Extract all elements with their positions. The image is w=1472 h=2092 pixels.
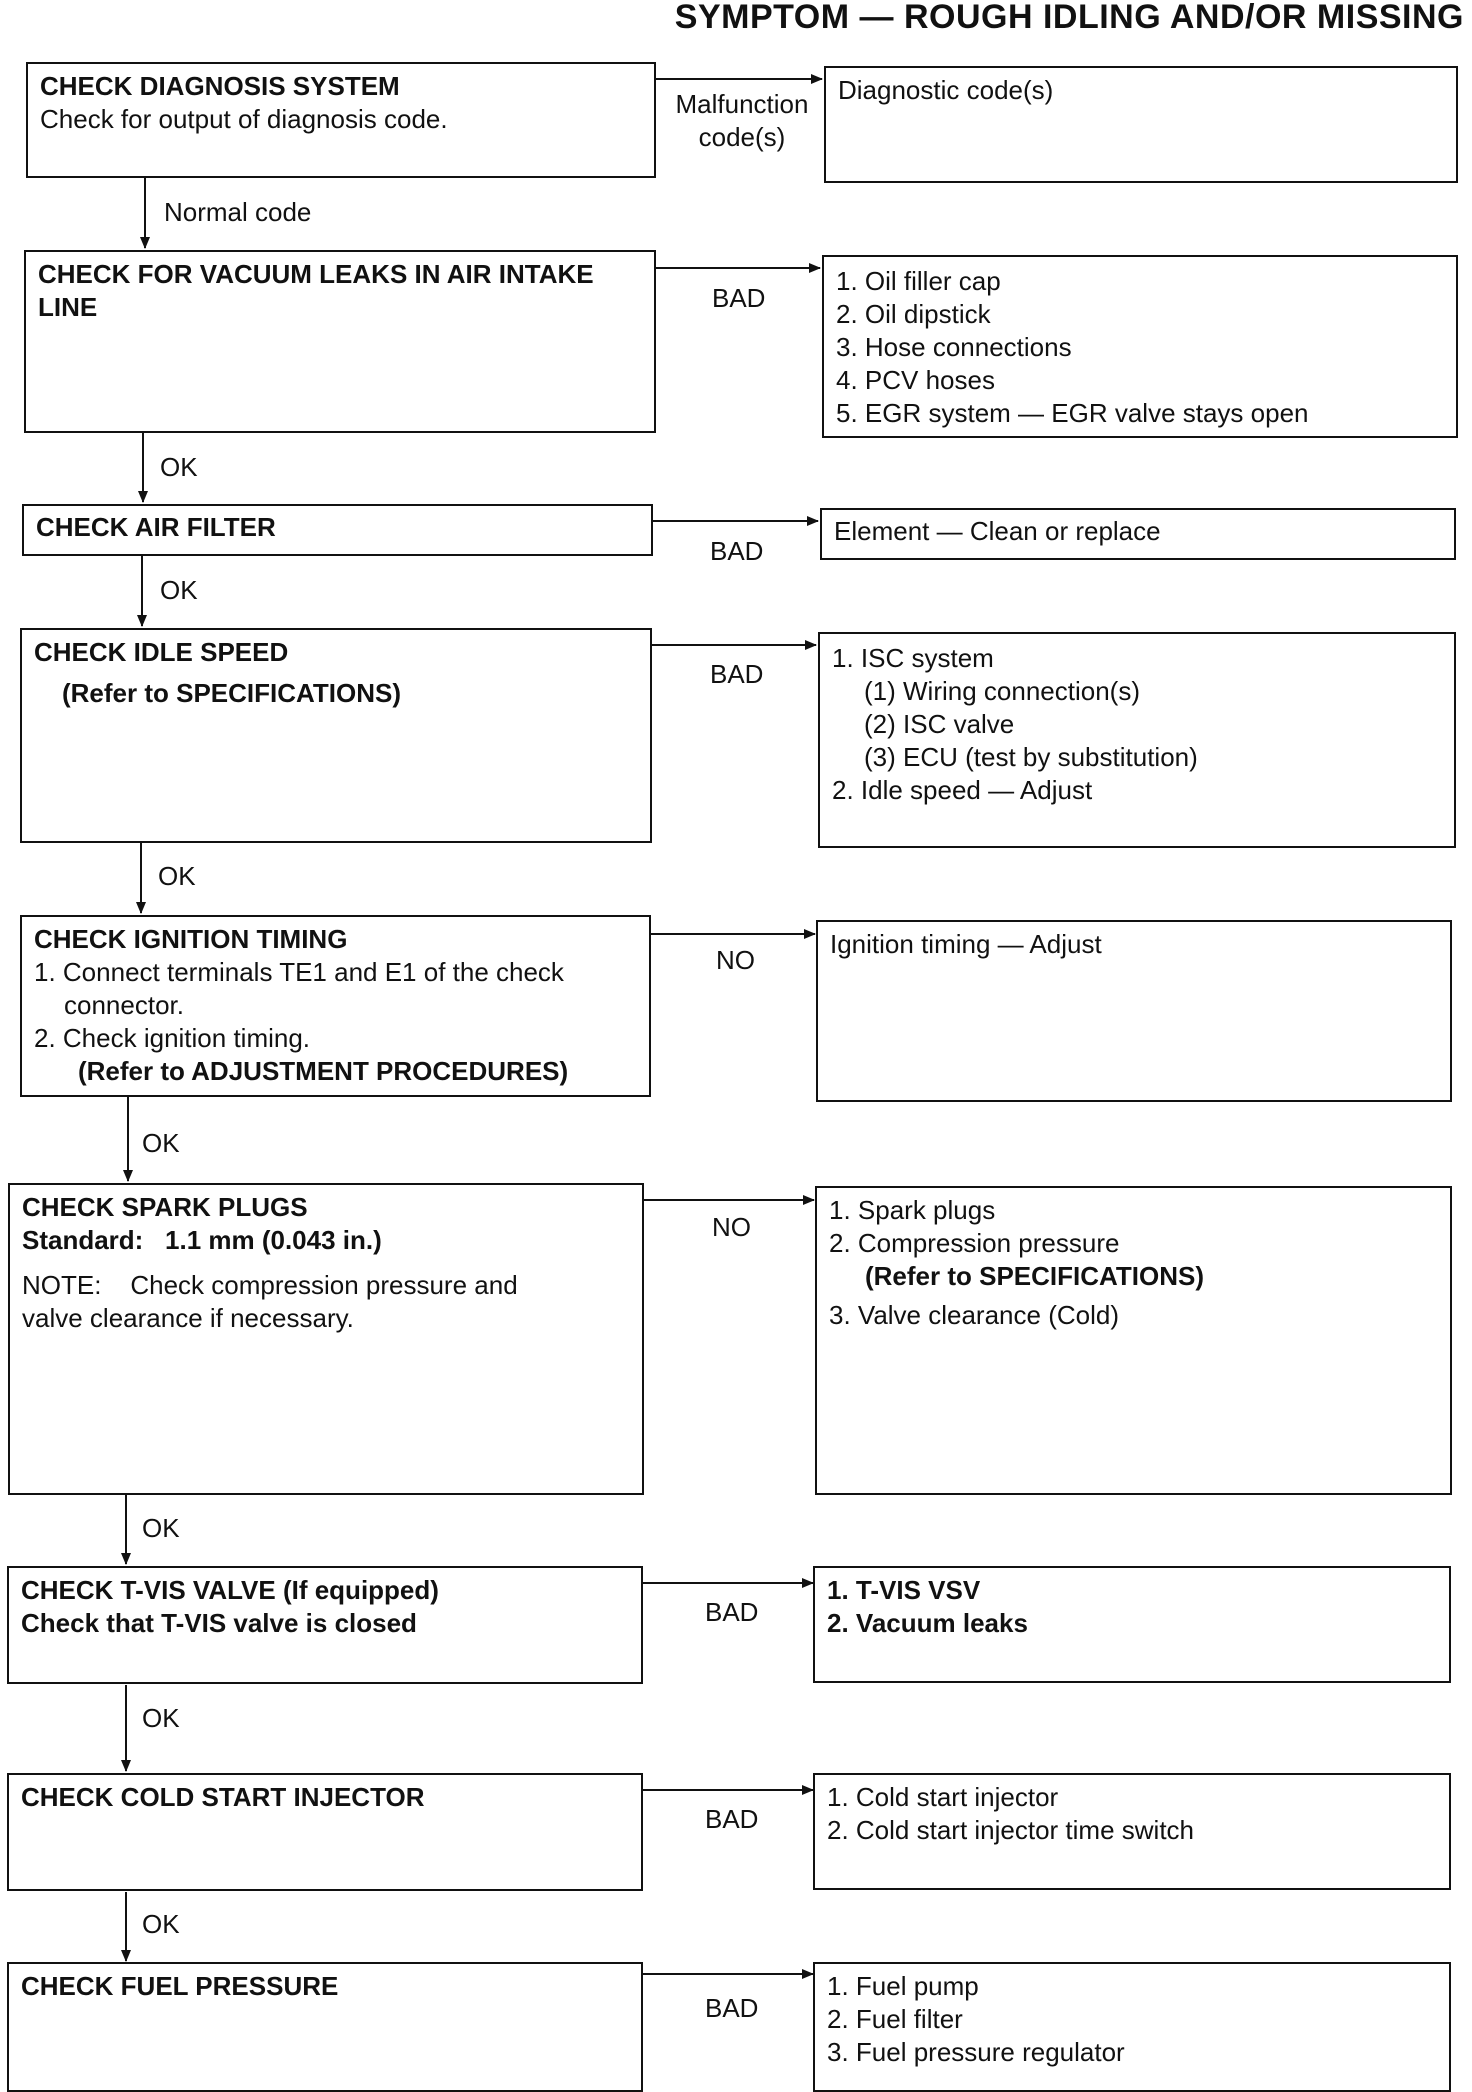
vacuum-bad-label: BAD <box>712 283 766 313</box>
idle-speed-bad-label: BAD <box>710 659 764 689</box>
check-ignition-timing-box: CHECK IGNITION TIMING 1. Connect terminals TE1 and E1 of the check connector. 2. Check ignition timing. (Refer to ADJUSTMENT PROCEDURES) <box>20 915 651 1097</box>
air-filter-ok-label: OK <box>160 575 198 605</box>
spark-plugs-causes-box: 1. Spark plugs 2. Compression pressure (Refer to SPECIFICATIONS) 3. Valve clearance (Cold) <box>815 1186 1452 1495</box>
check-vacuum-leaks-box: CHECK FOR VACUUM LEAKS IN AIR INTAKE LINE <box>24 250 656 433</box>
tvis-bad-label: BAD <box>705 1597 759 1627</box>
air-filter-bad-label: BAD <box>710 536 764 566</box>
air-filter-result-box: Element — Clean or replace <box>820 508 1456 560</box>
spark-plugs-no-label: NO <box>712 1212 751 1242</box>
tvis-causes-box: 1. T-VIS VSV 2. Vacuum leaks <box>813 1566 1451 1683</box>
normal-code-label: Normal code <box>164 197 312 227</box>
vacuum-ok-label: OK <box>160 452 198 482</box>
cold-start-bad-label: BAD <box>705 1804 759 1834</box>
check-cold-start-injector-box: CHECK COLD START INJECTOR <box>7 1773 643 1891</box>
ignition-no-label: NO <box>716 945 755 975</box>
ignition-result-box: Ignition timing — Adjust <box>816 920 1452 1102</box>
check-spark-plugs-box: CHECK SPARK PLUGS Standard: 1.1 mm (0.043 in.) NOTE: Check compression pressure and valve clearance if necessary. <box>8 1183 644 1495</box>
check-idle-speed-box: CHECK IDLE SPEED (Refer to SPECIFICATIONS) <box>20 628 652 843</box>
vacuum-causes-box: 1. Oil filler cap 2. Oil dipstick 3. Hose connections 4. PCV hoses 5. EGR system — EGR valve stays open <box>822 255 1458 438</box>
malfunction-label: Malfunction code(s) <box>675 89 809 152</box>
idle-speed-ok-label: OK <box>158 861 196 891</box>
fuel-pressure-bad-label: BAD <box>705 1993 759 2023</box>
ignition-ok-label: OK <box>142 1128 180 1158</box>
spark-plugs-ok-label: OK <box>142 1513 180 1543</box>
check-air-filter-box: CHECK AIR FILTER <box>22 504 653 556</box>
idle-speed-causes-box: 1. ISC system (1) Wiring connection(s) (2) ISC valve (3) ECU (test by substitution) 2. Idle speed — Adjust <box>818 632 1456 848</box>
fuel-pressure-causes-box: 1. Fuel pump 2. Fuel filter 3. Fuel pressure regulator <box>813 1962 1451 2092</box>
check-fuel-pressure-box: CHECK FUEL PRESSURE <box>7 1962 643 2092</box>
page-title: SYMPTOM — ROUGH IDLING AND/OR MISSING <box>674 0 1464 36</box>
diagnostic-codes-box: Diagnostic code(s) <box>824 66 1458 183</box>
tvis-ok-label: OK <box>142 1703 180 1733</box>
cold-start-causes-box: 1. Cold start injector 2. Cold start injector time switch <box>813 1773 1451 1890</box>
check-tvis-valve-box: CHECK T-VIS VALVE (If equipped) Check that T-VIS valve is closed <box>7 1566 643 1684</box>
cold-start-ok-label: OK <box>142 1909 180 1939</box>
check-diagnosis-box: CHECK DIAGNOSIS SYSTEM Check for output of diagnosis code. <box>26 62 656 178</box>
